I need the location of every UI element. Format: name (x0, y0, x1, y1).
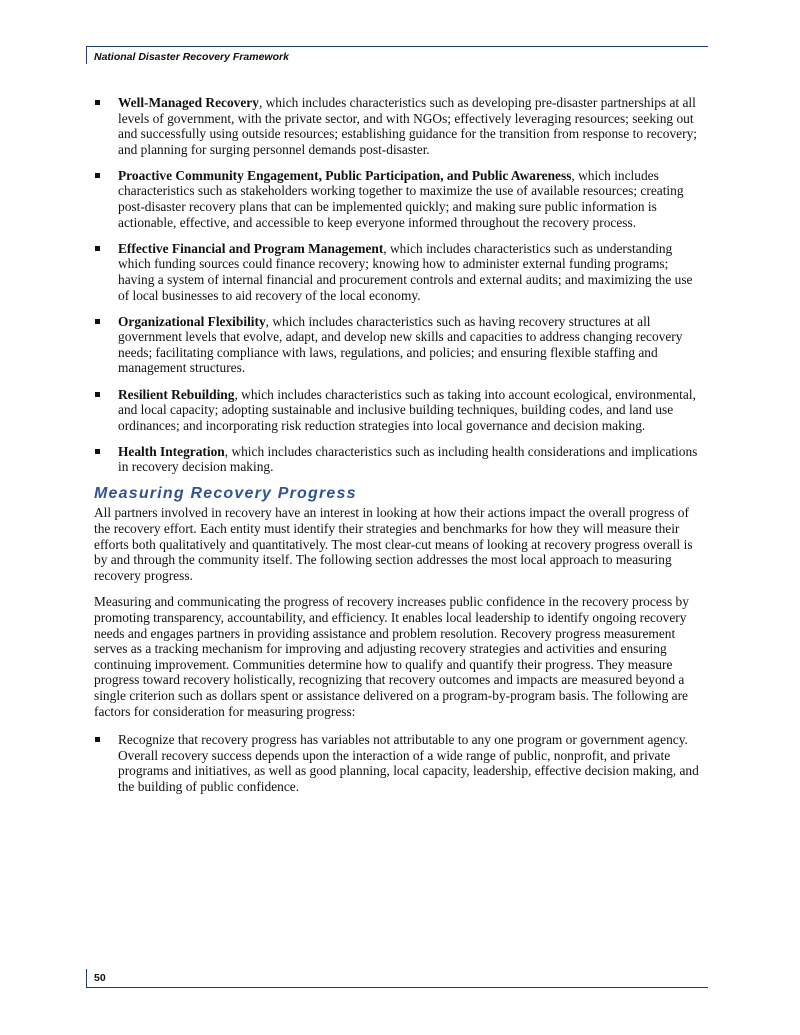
bullet-icon (95, 173, 100, 178)
paragraph: Measuring and communicating the progress of recovery increases public confidence in the recovery process by promoting transparency, accountability, and efficiency. It enables local leadership to identify ongoing recovery needs and engages partners in providing assistance and problem resolution. Recovery progress measurement serves as a tracking mechanism for improving and adjusting recovery strategies and activities and ensuring continuing improvement. Communities determine how to qualify and quantify their progress. They measure progress toward recovery holistically, recognizing that recovery outcomes and impacts are measured beyond a single criterion such as dollars spent or assistance delivered on a program-by-program basis. The following are factors for consideration for measuring progress: (94, 594, 689, 719)
page-footer (86, 969, 708, 988)
section-heading: Measuring Recovery Progress (94, 485, 357, 503)
bullet-icon (95, 737, 100, 742)
list-item (94, 241, 706, 303)
list-item-term: Proactive Community Engagement, Public Participation, and Public Awareness (118, 167, 572, 183)
page-header (86, 46, 708, 64)
list-item-term: Effective Financial and Program Management (118, 240, 384, 256)
list-item (94, 314, 706, 376)
bullet-icon (95, 319, 100, 324)
list-item (94, 444, 706, 475)
list-item-term: Resilient Rebuilding (118, 386, 235, 402)
document-title: National Disaster Recovery Framework (94, 51, 289, 63)
list-item-term: Organizational Flexibility (118, 313, 266, 329)
list-item-text: Recognize that recovery progress has variables not attributable to any one program or government agency. Overall recovery success depends upon the interaction of a wide range of public, nonprofit, and private programs and initiatives, as well as good planning, local capacity, leadership, effective decision making, and the building of public confidence. (118, 732, 699, 794)
bullet-icon (95, 100, 100, 105)
list-item (94, 732, 706, 794)
list-item-text: , which includes characteristics such as developing pre-disaster partnerships at all levels of government, with the private sector, and with NGOs; effectively leveraging resources; seeking out and successfully using outside resources; establishing guidance for the transition from response to recovery; and planning for surging personnel demands post-disaster. (118, 95, 697, 157)
paragraph: All partners involved in recovery have an interest in looking at how their actions impact the overall progress of the recovery effort. Each entity must identify their strategies and benchmarks for how they will measure their efforts both qualitatively and quantitatively. The most clear-cut means of looking at recovery progress overall is by and through the community itself. The following section addresses the most local approach to measuring recovery progress. (94, 505, 693, 583)
list-item-text: , which includes characteristics such as understanding which funding sources could finance recovery; knowing how to administer external funding programs; having a system of internal financial and procurement controls and external audits; and maximizing the use of local businesses to aid recovery of the local economy. (118, 240, 693, 303)
list-item-text: , which includes characteristics such as having recovery structures at all government levels that evolve, adapt, and develop new skills and capacities to address changing recovery needs; facilitating compliance with laws, regulations, and policies; and ensuring flexible staffing and management structures. (118, 313, 683, 376)
list-item-text: , which includes characteristics such as stakeholders working together to maximize the use of available resources; creating post-disaster recovery plans that can be implemented quickly; and making sure public information is actionable, effective, and accessible to keep everyone informed throughout the recovery process. (118, 167, 684, 230)
bullet-icon (95, 449, 100, 454)
bullet-icon (95, 392, 100, 397)
list-item-term: Well-Managed Recovery (118, 95, 259, 110)
list-item (94, 168, 706, 230)
page-content (94, 95, 706, 795)
characteristics-list (94, 95, 706, 475)
list-item-term: Health Integration (118, 443, 225, 459)
list-item-text: , which includes characteristics such as including health considerations and implications in recovery decision making. (118, 443, 698, 475)
list-item-text: , which includes characteristics such as taking into account ecological, environmental, and local capacity; adopting sustainable and inclusive building techniques, building codes, and land use ordinances; and incorporating risk reduction strategies into local governance and decision making. (118, 386, 696, 433)
list-item (94, 387, 706, 434)
factors-list (94, 732, 706, 794)
bullet-icon (95, 246, 100, 251)
page-number: 50 (94, 972, 106, 984)
list-item (94, 95, 706, 157)
